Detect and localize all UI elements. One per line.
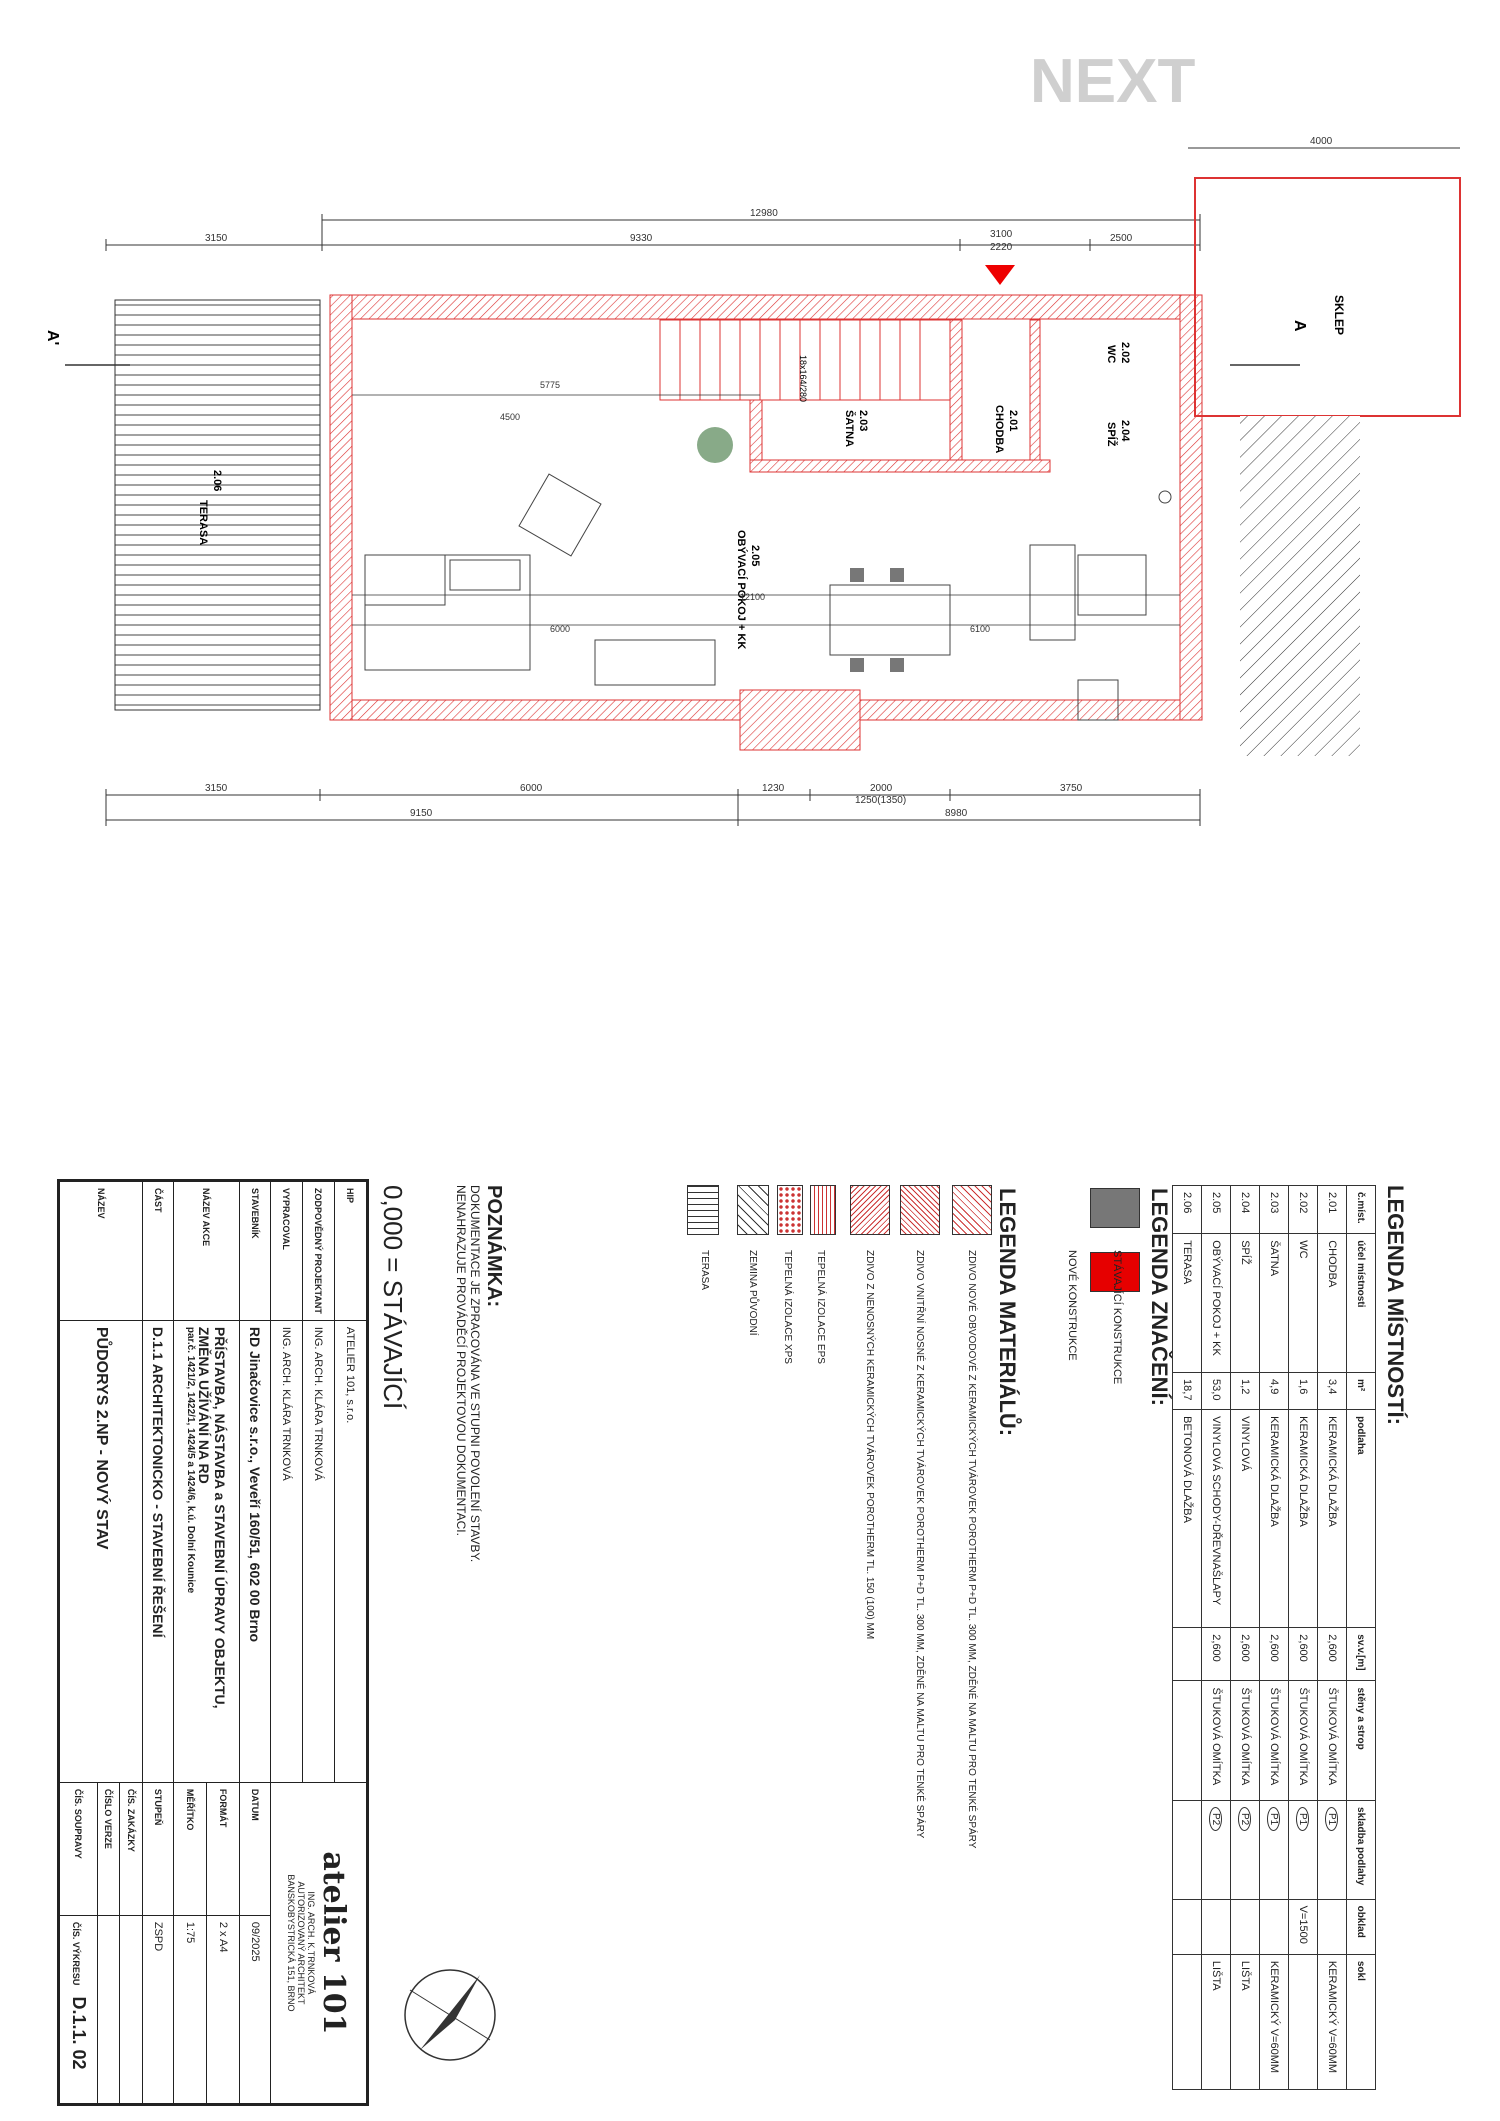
legend-materials-title: LEGENDA MATERIÁLŮ: <box>995 1188 1020 1437</box>
dim-inner-4: 12100 <box>740 592 766 602</box>
cell: 2.04 <box>1231 1186 1260 1234</box>
cell: LIŠTA <box>1202 1954 1231 2089</box>
swatch-material <box>810 1185 836 1235</box>
cell: 3,4 <box>1318 1373 1347 1410</box>
north-arrow-icon <box>405 1970 495 2060</box>
cell: V=1500 <box>1289 1899 1318 1954</box>
table-row <box>1260 1186 1289 2090</box>
legend-marks <box>1090 1188 1172 1406</box>
cell: 53,0 <box>1202 1373 1231 1410</box>
cell <box>1289 1954 1318 2089</box>
cell: 2,600 <box>1318 1628 1347 1681</box>
legend-mark-existing: STÁVAJÍCÍ KONSTRUKCE <box>1111 1250 1123 1385</box>
tb-label: ČÍS. ZAKÁZKY <box>120 1782 143 1915</box>
cell: ŠTUKOVÁ OMÍTKA <box>1289 1681 1318 1801</box>
dim-top-3: 3100 <box>990 229 1013 240</box>
table-row <box>1318 1186 1347 2090</box>
dim-top-4: 2220 <box>990 242 1013 253</box>
table-row <box>1173 1186 1202 2090</box>
cell <box>1173 1628 1202 1681</box>
cell <box>1260 1801 1289 1900</box>
tb-label: ČÁST <box>142 1181 173 1320</box>
cell: 2.05 <box>1202 1186 1231 1234</box>
drawing-number: D.1.1. 02 <box>68 1996 89 2070</box>
table-row <box>1231 1186 1260 2090</box>
tb-label: ČÍSLO VERZE <box>97 1782 120 1915</box>
cell <box>1173 1801 1202 1900</box>
cellar-label: SKLEP <box>1332 295 1346 336</box>
tb-label: FORMÁT <box>206 1782 239 1915</box>
dim-bottom-2: 6000 <box>520 783 543 794</box>
terrace <box>115 300 320 710</box>
cell <box>1231 1801 1260 1900</box>
dim-bottom-8: 8980 <box>945 808 968 819</box>
tb-label: ČÍS. VÝKRESU <box>70 1921 81 1986</box>
entry-arrow <box>985 265 1015 285</box>
tb-value: ZMĚNA UŽÍVÁNÍ NA RD <box>195 1326 212 1484</box>
tb-label: STAVEBNÍK <box>240 1181 271 1320</box>
cell: LIŠTA <box>1231 1954 1260 2089</box>
dim-top-2: 9330 <box>630 233 653 244</box>
terrace-id: 2.06 <box>211 470 223 492</box>
tb-value: PŮDORYS 2.NP - NOVÝ STAV <box>59 1320 142 1782</box>
level-note: 0,000 = STÁVAJÍCÍ <box>378 1185 408 1410</box>
cell: KERAMICKÝ V=60MM <box>1318 1954 1347 2089</box>
col-header: sokl <box>1347 1954 1376 2089</box>
cell: CHODBA <box>1318 1234 1347 1373</box>
legend-material-item: TEPELNÁ IZOLACE XPS <box>782 1250 793 1364</box>
cell: 4,9 <box>1260 1373 1289 1410</box>
cell: OBÝVACÍ POKOJ + KK <box>1202 1234 1231 1373</box>
dim-top-1: 3150 <box>205 233 228 244</box>
dim-bottom-4: 2000 <box>870 783 893 794</box>
cell: KERAMICKÁ DLAŽBA <box>1260 1410 1289 1628</box>
floor-spec-badge: P2 <box>1239 1807 1252 1831</box>
cellar <box>1195 178 1460 416</box>
legend-marks-title: LEGENDA ZNAČENÍ: <box>1147 1188 1172 1406</box>
tb-value: par.č. 1421/2, 1422/1, 1424/5 a 1424/6, k.ú. Dolní Kounice <box>184 1326 196 1594</box>
note-line: DOKUMENTACE JE ZPRACOVÁNA VE STUPNI POVOLENÍ STAVBY. <box>468 1185 482 1563</box>
dim-inner-3: 6000 <box>550 624 571 634</box>
cell: ŠTUKOVÁ OMÍTKA <box>1260 1681 1289 1801</box>
room-chodba-id: 2.01 <box>1007 410 1019 432</box>
cell <box>1173 1899 1202 1954</box>
dim-bottom-5: 1250(1350) <box>855 795 907 806</box>
cell: 2.01 <box>1318 1186 1347 1234</box>
tb-value: D.1.1 ARCHITEKTONICKO - STAVEBNÍ ŘEŠENÍ <box>142 1320 173 1782</box>
tb-label: HIP <box>334 1181 367 1320</box>
room-wc-label: WC <box>1105 345 1117 364</box>
cell: TERASA <box>1173 1234 1202 1373</box>
cell: 2,600 <box>1202 1628 1231 1681</box>
floor-spec-badge: P1 <box>1326 1807 1339 1831</box>
legend-materials <box>994 1188 1020 1436</box>
room-living-id: 2.05 <box>749 545 761 567</box>
cell <box>1231 1899 1260 1954</box>
cell: WC <box>1289 1234 1318 1373</box>
tb-label: NÁZEV <box>59 1181 142 1320</box>
cell <box>1173 1681 1202 1801</box>
tb-value: 2 x A4 <box>206 1915 239 2104</box>
room-wc-id: 2.02 <box>1119 342 1131 364</box>
floor-spec-badge: P1 <box>1268 1807 1281 1831</box>
section-mark-right: A <box>1291 320 1308 332</box>
legend-material-item: ZEMINA PŮVODNÍ <box>747 1250 758 1336</box>
cell: 2.06 <box>1173 1186 1202 1234</box>
floor-spec-badge: P1 <box>1297 1807 1310 1831</box>
floor-spec-badge: P2 <box>1210 1807 1223 1831</box>
tb-value <box>97 1915 120 2104</box>
cell: 2.02 <box>1289 1186 1318 1234</box>
cell: VINYLOVÁ SCHODY-DŘEVNAŠLAPY <box>1202 1410 1231 1628</box>
swatch-material <box>737 1185 769 1235</box>
dim-bottom-1: 3150 <box>205 783 228 794</box>
tb-value: ING. ARCH. KLÁRA TRNKOVÁ <box>270 1320 302 1782</box>
title-block <box>58 1180 368 2105</box>
swatch-material <box>952 1185 992 1235</box>
swatch-material <box>687 1185 719 1235</box>
room-satna-id: 2.03 <box>857 410 869 432</box>
cell: 2.03 <box>1260 1186 1289 1234</box>
dim-top-7: 4000 <box>1310 136 1333 147</box>
soil-area <box>1240 416 1360 756</box>
terrace-label: TERASA <box>197 500 209 546</box>
swatch-material <box>777 1185 803 1235</box>
furniture <box>365 474 1171 720</box>
legend-mark-new: NOVÉ KONSTRUKCE <box>1066 1250 1078 1361</box>
col-header: skladba podlahy <box>1347 1801 1376 1900</box>
studio-sub: BANSKOBYSTRICKÁ 151, BRNO <box>285 1874 296 2012</box>
cell: 18,7 <box>1173 1373 1202 1410</box>
legend-material-item: ZDIVO Z NENOSNÝCH KERAMICKÝCH TVÁROVEK POROTHERM TL. 150 (100) MM <box>864 1250 875 1640</box>
cell: KERAMICKÝ V=60MM <box>1260 1954 1289 2089</box>
col-header: obklad <box>1347 1899 1376 1954</box>
room-spiz-label: SPÍŽ <box>1105 422 1117 447</box>
rooms-table-header <box>1347 1186 1376 2090</box>
tb-label: ZODPOVĚDNÝ PROJEKTANT <box>302 1181 334 1320</box>
cell: VINYLOVÁ <box>1231 1410 1260 1628</box>
dim-bottom-7: 9150 <box>410 808 433 819</box>
dim-inner-2: 4500 <box>500 412 521 422</box>
cell <box>1318 1899 1347 1954</box>
room-satna-label: ŠATNA <box>843 410 855 448</box>
col-header: sv.v.[m] <box>1347 1628 1376 1681</box>
tb-value <box>120 1915 143 2104</box>
tb-value: PŘÍSTAVBA, NÁSTAVBA a STAVEBNÍ ÚPRAVY OBJEKTU, <box>211 1326 228 1709</box>
cell: ŠTUKOVÁ OMÍTKA <box>1231 1681 1260 1801</box>
cell: 2,600 <box>1289 1628 1318 1681</box>
note <box>454 1185 505 1562</box>
col-header: stěny a strop <box>1347 1681 1376 1801</box>
note-title: POZNÁMKA: <box>483 1185 505 1308</box>
cell <box>1173 1954 1202 2089</box>
tb-label: STUPEŇ <box>142 1782 173 1915</box>
cell: KERAMICKÁ DLAŽBA <box>1318 1410 1347 1628</box>
legend-material-item: TERASA <box>699 1250 710 1291</box>
swatch-material <box>850 1185 890 1235</box>
cell: ŠTUKOVÁ OMÍTKA <box>1318 1681 1347 1801</box>
col-header: m² <box>1347 1373 1376 1410</box>
dim-top-5: 2500 <box>1110 233 1133 244</box>
section-mark-left: A' <box>44 330 61 346</box>
col-header: č.míst. <box>1347 1186 1376 1234</box>
room-spiz-id: 2.04 <box>1119 420 1131 442</box>
studio-sub: ING. ARCH. K.TRNKOVÁ <box>305 1891 316 1995</box>
cell: 1,2 <box>1231 1373 1260 1410</box>
room-living-label: OBÝVACÍ POKOJ + KK <box>735 530 747 650</box>
cell <box>1202 1801 1231 1900</box>
cell <box>1289 1801 1318 1900</box>
note-line: NENAHRAZUJE PROVÁDĚCÍ PROJEKTOVOU DOKUMENTACI. <box>454 1185 468 1536</box>
legend-rooms-title: LEGENDA MÍSTNOSTÍ: <box>1383 1185 1408 1425</box>
tb-label: VYPRACOVAL <box>270 1181 302 1320</box>
dim-bottom-6: 3750 <box>1060 783 1083 794</box>
studio-sub: AUTORIZOVANÝ ARCHITEKT <box>295 1881 306 2005</box>
stair-dim: 18x164/280 <box>798 355 808 403</box>
room-chodba-label: CHODBA <box>993 405 1005 454</box>
col-header: účel místnosti <box>1347 1234 1376 1373</box>
legend-material-item: ZDIVO VNITŘNÍ NOSNÉ Z KERAMICKÝCH TVÁROVEK POROTHERM P+D TL. 300 MM, ZDĚNÉ NA MALTU PRO TENKÉ SPÁRY <box>914 1250 925 1839</box>
cell: BETONOVÁ DLAŽBA <box>1173 1410 1202 1628</box>
legend-rooms <box>1172 1185 1408 2090</box>
tb-value: ING. ARCH. KLÁRA TRNKOVÁ <box>302 1320 334 1782</box>
tb-label: NÁZEV AKCE <box>173 1181 240 1320</box>
plant-icon <box>697 427 733 463</box>
col-header: podlaha <box>1347 1410 1376 1628</box>
cell <box>1260 1899 1289 1954</box>
table-row <box>1202 1186 1231 2090</box>
cell: 2,600 <box>1260 1628 1289 1681</box>
cell: SPÍŽ <box>1231 1234 1260 1373</box>
logo: NEXT <box>1030 47 1196 116</box>
tb-label: MĚŘÍTKO <box>173 1782 206 1915</box>
table-row <box>1289 1186 1318 2090</box>
cell: 1,6 <box>1289 1373 1318 1410</box>
legend-material-item: ZDIVO NOVÉ OBVODOVÉ Z KERAMICKÝCH TVÁROVEK POROTHERM P+D TL. 300 MM, ZDĚNÉ NA MALTU PRO TENKÉ SPÁRY <box>966 1250 977 1849</box>
cell <box>1202 1899 1231 1954</box>
swatch-material <box>900 1185 940 1235</box>
tb-value: 1:75 <box>173 1915 206 2104</box>
tb-label: ČÍS. SOUPRAVY <box>59 1782 97 1915</box>
studio-logo: atelier 101 <box>315 1851 351 2035</box>
cell: ŠATNA <box>1260 1234 1289 1373</box>
dining-chairs <box>850 568 904 672</box>
cell <box>1318 1801 1347 1900</box>
tb-label: DATUM <box>240 1782 271 1915</box>
rooms-table <box>1172 1185 1376 2090</box>
dimension-lines-bottom <box>106 789 1200 826</box>
tb-value: ATELIER 101, s.r.o. <box>334 1320 367 1782</box>
cell: ŠTUKOVÁ OMÍTKA <box>1202 1681 1231 1801</box>
tb-value: ZSPD <box>142 1915 173 2104</box>
legend-material-item: TEPELNÁ IZOLACE EPS <box>815 1250 826 1364</box>
swatch-existing <box>1090 1188 1140 1228</box>
dim-inner-1: 5775 <box>540 380 561 390</box>
cell: KERAMICKÁ DLAŽBA <box>1289 1410 1318 1628</box>
cell: 2,600 <box>1231 1628 1260 1681</box>
dim-top-6: 12980 <box>750 208 778 219</box>
tb-value: 09/2025 <box>240 1915 271 2104</box>
tb-value: RD Jinačovice s.r.o., Veveří 160/51, 602 00 Brno <box>240 1320 271 1782</box>
dim-inner-5: 6100 <box>970 624 991 634</box>
dim-bottom-3: 1230 <box>762 783 785 794</box>
dimension-lines-top <box>106 148 1460 251</box>
